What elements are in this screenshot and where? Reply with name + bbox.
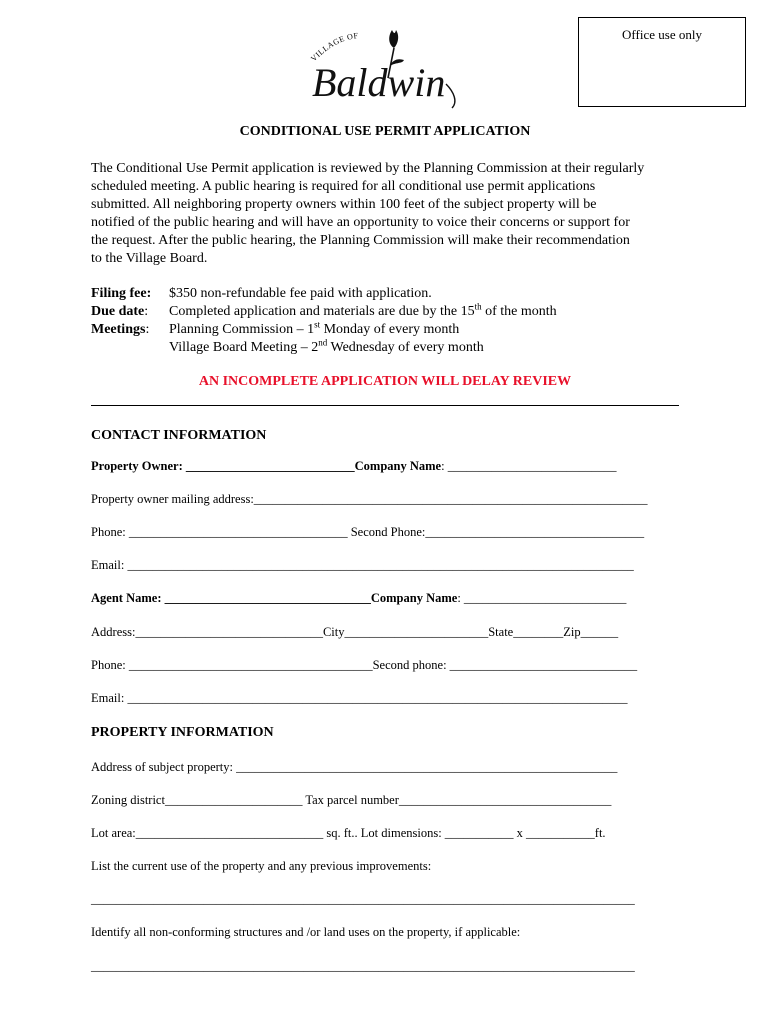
board-sup: nd <box>318 337 328 348</box>
office-use-box <box>578 17 746 107</box>
planning-text-end: Monday of every month <box>320 322 460 337</box>
agent-company-label: Company Name <box>370 591 458 605</box>
agent-phone-field[interactable]: Phone: _______________________________________Second phone: ______________________________ <box>91 658 638 672</box>
filing-fee-text: $350 non-refundable fee paid with application. <box>169 286 432 301</box>
lot-area-field[interactable]: Lot area:______________________________ sq. ft.. Lot dimensions: ___________ x ___________ft. <box>91 826 606 840</box>
due-date-text-end: of the month <box>481 304 557 319</box>
meetings-row <box>91 321 557 339</box>
current-use-label: List the current use of the property and any previous improvements: <box>91 859 432 873</box>
agent-name-field[interactable]: : _________________________________ <box>157 591 371 605</box>
intro-line: scheduled meeting. A public hearing is required for all conditional use permit applications <box>91 179 596 194</box>
due-date-label: Due date <box>91 304 145 319</box>
due-date-colon: : <box>144 304 149 319</box>
company-name-field[interactable]: : ___________________________ <box>441 459 617 473</box>
subject-address-field[interactable]: Address of subject property: _____________________________________________________________ <box>91 760 618 774</box>
logo-small-text: VILLAGE OF <box>309 31 359 64</box>
zoning-parcel-field[interactable]: Zoning district______________________ Tax parcel number__________________________________ <box>91 793 612 807</box>
form-title: CONDITIONAL USE PERMIT APPLICATION <box>239 124 531 139</box>
property-owner-label: Property Owner: <box>91 459 183 473</box>
meetings-label: Meetings <box>91 322 146 337</box>
agent-name-label: Agent Name <box>91 591 158 605</box>
nonconforming-label: Identify all non-conforming structures and /or land uses on the property, if applicable: <box>91 925 521 939</box>
due-date-label-wrap <box>91 303 169 321</box>
agent-company-field[interactable]: : __________________________ <box>457 591 627 605</box>
fees-section <box>91 285 557 357</box>
property-heading: PROPERTY INFORMATION <box>91 725 274 740</box>
meetings-label-wrap <box>91 321 169 339</box>
svg-text:VILLAGE OF <box>309 31 359 63</box>
current-use-field[interactable]: _______________________________________________________________________________________ <box>91 892 635 906</box>
agent-address-field[interactable]: Address:______________________________City_______________________State________Zip______ <box>91 625 619 639</box>
incomplete-warning: AN INCOMPLETE APPLICATION WILL DELAY REVIEW <box>198 374 572 389</box>
planning-sup: st <box>314 319 321 330</box>
agent-email-field[interactable]: Email: ________________________________________________________________________________ <box>91 691 628 705</box>
board-text: Village Board Meeting – 2 <box>169 340 319 355</box>
mailing-address-field[interactable]: Property owner mailing address:_______________________________________________________________ <box>91 492 648 506</box>
intro-line: submitted. All neighboring property owners within 100 feet of the subject property will be <box>91 197 597 212</box>
email-field[interactable]: Email: _________________________________________________________________________________ <box>91 558 634 572</box>
contact-heading: CONTACT INFORMATION <box>91 428 267 443</box>
intro-line: the request. After the public hearing, the Planning Commission will make their recommendation <box>91 233 630 248</box>
nonconforming-field[interactable]: _______________________________________________________________________________________ <box>91 959 635 973</box>
board-row <box>91 339 557 357</box>
agent-name-row <box>91 591 626 606</box>
due-date-sup: th <box>474 301 482 312</box>
due-date-text: Completed application and materials are due by the 15 <box>169 304 475 319</box>
board-text-end: Wednesday of every month <box>327 340 484 355</box>
intro-line: to the Village Board. <box>91 251 208 266</box>
section-divider <box>91 405 679 406</box>
property-owner-row <box>91 459 616 474</box>
intro-paragraph <box>91 160 691 268</box>
logo-name: Baldwin <box>312 60 446 105</box>
planning-text: Planning Commission – 1 <box>169 322 315 337</box>
due-date-row <box>91 303 557 321</box>
meetings-colon: : <box>145 322 150 337</box>
filing-fee-label: Filing fee: <box>91 286 152 301</box>
filing-fee-row <box>91 285 557 303</box>
property-owner-field[interactable]: ___________________________ <box>182 459 355 473</box>
intro-line: notified of the public hearing and will have an opportunity to voice their concerns or support for <box>91 215 630 230</box>
company-name-label: Company Name <box>354 459 442 473</box>
village-of-baldwin-logo <box>306 22 476 112</box>
office-use-label: Office use only <box>622 27 702 42</box>
phone-field[interactable]: Phone: ___________________________________ Second Phone:___________________________________ <box>91 525 645 539</box>
intro-line: The Conditional Use Permit application is reviewed by the Planning Commission at their regularly <box>91 161 645 176</box>
